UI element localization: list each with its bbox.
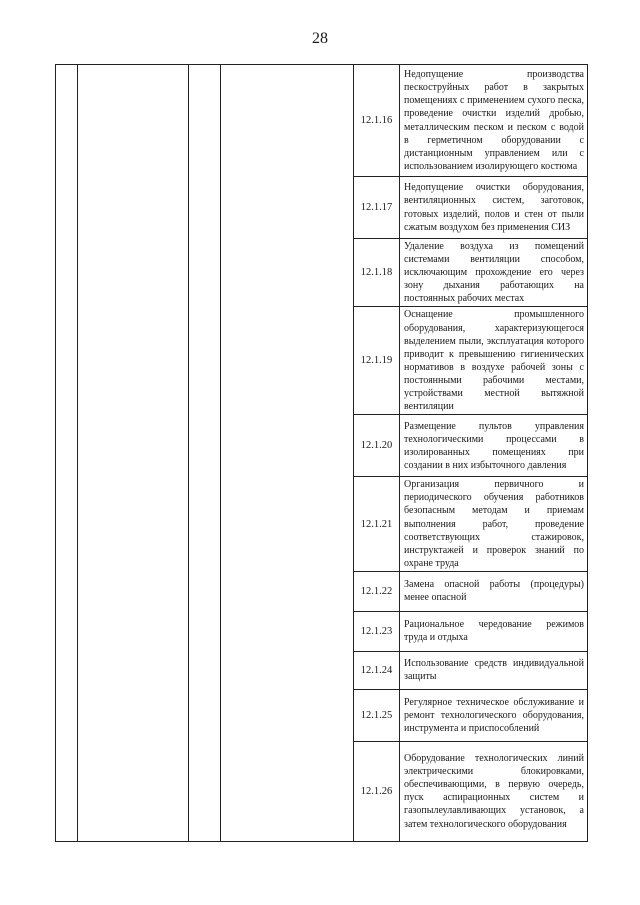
measure-description: Оборудование технологических линий электрическими блокировками, обеспечивающими, в первую очередь, пуск аспирационных систем и газопылеулавливающих установок, а затем технологического оборудования (400, 741, 588, 841)
empty-column-4 (221, 65, 354, 842)
empty-column-3 (189, 65, 221, 842)
measure-description: Замена опасной работы (процедуры) менее опасной (400, 571, 588, 611)
measure-description: Организация первичного и периодического обучения работников безопасным методам и приемам выполнения работ, проведение соответствующих стажировок, инструктажей и проверок знаний по охране труда (400, 477, 588, 572)
measure-code: 12.1.26 (354, 741, 400, 841)
measure-description: Использование средств индивидуальной защиты (400, 651, 588, 689)
empty-column-1 (56, 65, 78, 842)
table-row (56, 65, 588, 177)
empty-column-2 (78, 65, 189, 842)
measure-code: 12.1.20 (354, 415, 400, 477)
measure-description: Недопущение очистки оборудования, вентиляционных систем, заготовок, готовых изделий, полов и стен от пыли сжатым воздухом без применения СИЗ (400, 177, 588, 239)
measure-code: 12.1.21 (354, 477, 400, 572)
measure-code: 12.1.24 (354, 651, 400, 689)
measure-description: Удаление воздуха из помещений системами вентиляции способом, исключающим прохождение его через зону дыхания работающих на постоянных рабочих местах (400, 239, 588, 307)
measure-description: Размещение пультов управления технологическими процессами в изолированных помещениях при создании в них избыточного давления (400, 415, 588, 477)
measure-code: 12.1.18 (354, 239, 400, 307)
measure-description: Оснащение промышленного оборудования, характеризующегося выделением пыли, эксплуатация которого приводит к превышению гигиенических нормативов в воздухе рабочей зоны с постоянными рабочими местами, устройствами местной вытяжной вентиляции (400, 307, 588, 415)
measure-code: 12.1.22 (354, 571, 400, 611)
measure-description: Недопущение производства пескоструйных работ в закрытых помещениях с применением сухого песка, проведение очистки изделий дробью, металлическим песком и песком с водой в герметичном оборудовании с дистанционным управлением или с использованием изолирующего костюма (400, 65, 588, 177)
page-number: 28 (312, 30, 328, 47)
measure-description: Регулярное техническое обслуживание и ремонт технологического оборудования, инструмента и приспособлений (400, 689, 588, 741)
measure-code: 12.1.19 (354, 307, 400, 415)
measure-code: 12.1.16 (354, 65, 400, 177)
measure-code: 12.1.23 (354, 611, 400, 651)
measure-code: 12.1.25 (354, 689, 400, 741)
measures-table (55, 64, 588, 842)
measure-code: 12.1.17 (354, 177, 400, 239)
measure-description: Рациональное чередование режимов труда и отдыха (400, 611, 588, 651)
